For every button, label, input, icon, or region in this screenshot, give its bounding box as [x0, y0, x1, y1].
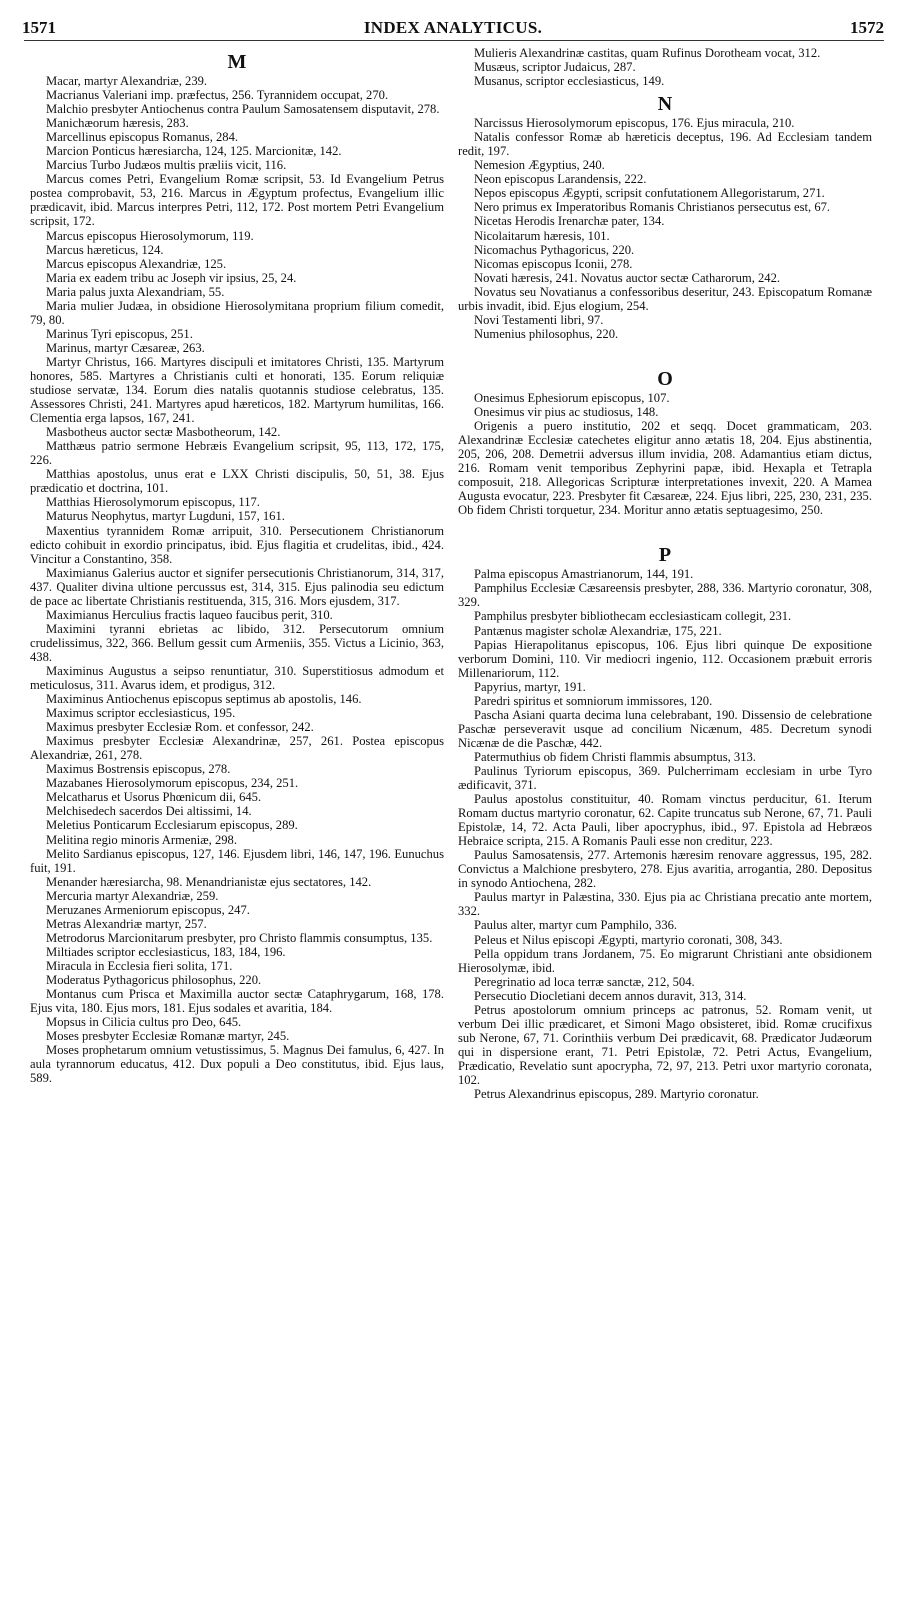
- index-entry: Maximus Bostrensis episcopus, 278.: [46, 762, 231, 777]
- section-gap: [458, 341, 872, 363]
- index-entry: Novi Testamenti libri, 97.: [474, 312, 604, 327]
- index-entry: Maximinus Augustus a seipso renuntiatur, 310. Superstitiosus admodum et meticulosus, 311. Avarus idem, et prodigus, 312.: [30, 663, 444, 693]
- index-entry: Meletius Ponticarum Ecclesiarum episcopus, 289.: [46, 818, 298, 833]
- index-entry: Matthæus patrio sermone Hebræis Evangelium scripsit, 95, 113, 172, 175, 226.: [30, 439, 444, 468]
- index-entry: Masbotheus auctor sectæ Masbotheorum, 142.: [46, 425, 281, 440]
- index-entry: Matthias Hierosolymorum episcopus, 117.: [46, 495, 260, 510]
- index-entry: Malchio presbyter Antiochenus contra Paulum Samosatensem disputavit, 278.: [46, 102, 440, 117]
- index-entry: Nicolaitarum hæresis, 101.: [474, 228, 610, 243]
- left-column: [30, 46, 444, 1085]
- index-entries-m: [30, 74, 444, 1085]
- index-entry: Marcus episcopus Alexandriæ, 125.: [46, 256, 227, 271]
- index-entry: Nicomas episcopus Iconii, 278.: [474, 256, 633, 271]
- index-entry: Novati hæresis, 241. Novatus auctor sectæ Catharorum, 242.: [474, 270, 781, 285]
- index-entry: Metras Alexandriæ martyr, 257.: [46, 916, 207, 931]
- index-entry: Maturus Neophytus, martyr Lugduni, 157, 161.: [46, 509, 285, 524]
- page-number-left: 1571: [22, 18, 56, 37]
- index-entry: Pantænus magister scholæ Alexandriæ, 175, 221.: [474, 623, 722, 638]
- index-entry: Moses presbyter Ecclesiæ Romanæ martyr, 245.: [46, 1029, 290, 1044]
- right-column: [458, 46, 872, 1101]
- index-entry: Pamphilus presbyter bibliothecam ecclesiasticam collegit, 231.: [474, 609, 792, 624]
- index-entry: Moses prophetarum omnium vetustissimus, 5. Magnus Dei famulus, 6, 427. In aula tyrannorum educatus, 412. Dux populi a Deo constitutus, ibid. Ejus laus, 589.: [30, 1043, 444, 1086]
- index-entry: Nero primus ex Imperatoribus Romanis Christianos persecutus est, 67.: [474, 200, 831, 215]
- index-entry: Petrus apostolorum omnium princeps ac patronus, 52. Romam venit, ut verbum Dei illic prædicaret, et Simoni Mago obsisteret, ibid. Romæ crucifixus sub Nerone, 67, 71. Corinthiis verbum Dei prædicavit, 68. Prædicator Judæorum qui in dispersione erant, 71. Petri Epistolæ, 72. Petri Actus, Evangelium, Prædicatio, Revelatio sunt apocrypha, 72, 97, 213. Petri uxor martyrio coronata, 102.: [458, 1002, 872, 1087]
- index-entry: Melcatharus et Usorus Phœnicum dii, 645.: [46, 790, 262, 805]
- index-entries-o: [458, 391, 872, 517]
- index-entry: Meruzanes Armeniorum episcopus, 247.: [46, 902, 250, 917]
- index-entry: Peleus et Nilus episcopi Ægypti, martyrio coronati, 308, 343.: [474, 932, 783, 947]
- index-entry: Marcus hæreticus, 124.: [46, 242, 164, 257]
- index-entry: Miracula in Ecclesia fieri solita, 171.: [46, 958, 233, 973]
- index-entry: Marcus comes Petri, Evangelium Romæ scripsit, 53. Id Evangelium Petrus postea comprobavit, 53, 216. Marcus in Ægyptum profectus, Evangelium illic prædicavit, ibid. Marcus interpres Petri, 112, 172. Post mortem Petri Evangelium scripsit, 172.: [30, 172, 444, 229]
- index-entry: Origenis a puero institutio, 202 et seqq. Docet grammaticam, 203. Alexandrinæ Ecclesiæ catechetes eligitur anno ætatis 18, 204. Ejus abstinentia, 205, 206, 208. Demetrii adversus illum invidia, 208. Adamantius etiam dictus, 216. Romam venit temporibus Zephyrini papæ, ibid. Hexapla et Tetrapla composuit, 218. Allegoricas Scripturæ interpretationes invexit, 220. A Mamea Augusta evocatur, 223. Presbyter fit Cæsareæ, 224. Ejus libri, 225, 230, 231, 235. Ob fidem Christi torquetur, 234. Moritur anno ætatis septuagesimo, 250.: [458, 418, 872, 518]
- index-entry: Miltiades scriptor ecclesiasticus, 183, 184, 196.: [46, 944, 286, 959]
- index-entry: Maximus presbyter Ecclesiæ Rom. et confessor, 242.: [46, 720, 314, 735]
- index-entry: Mopsus in Cilicia cultus pro Deo, 645.: [46, 1015, 242, 1030]
- index-entry: Marcion Ponticus hæresiarcha, 124, 125. Marcionitæ, 142.: [46, 144, 342, 159]
- index-entry: Maximianus Herculius fractis laqueo faucibus perit, 310.: [46, 607, 333, 622]
- header-rule: [24, 40, 884, 41]
- index-entry: Palma episcopus Amastrianorum, 144, 191.: [474, 567, 694, 582]
- index-entries-m-continued: [458, 46, 872, 88]
- index-entries-n: [458, 116, 872, 341]
- index-entry: Mulieris Alexandrinæ castitas, quam Rufinus Dorotheam vocat, 312.: [474, 46, 821, 60]
- index-entry: Marinus, martyr Cæsareæ, 263.: [46, 340, 205, 355]
- index-entry: Martyr Christus, 166. Martyres discipuli et imitatores Christi, 135. Martyrum honores, 585. Martyres a Christianis culti et honorati, 135. Eorum reliquiæ studiose servatæ, 134. Eorum dies natalis quotannis studiose celebratus, 135. Assessores Christi, 241. Martyres apud hæreticos, 182. Martyrum humilitas, 166. Clementia erga lapsos, 167, 241.: [30, 354, 444, 426]
- index-entry: Onesimus vir pius ac studiosus, 148.: [474, 404, 659, 419]
- index-entry: Peregrinatio ad loca terræ sanctæ, 212, 504.: [474, 974, 695, 989]
- index-entry: Marcius Turbo Judæos multis præliis vicit, 116.: [46, 158, 287, 173]
- index-entry: Pascha Asiani quarta decima luna celebrabant, 190. Dissensio de celebratione Paschæ perseveravit usque ad concilium Nicænum, 485. Decretum synodi Nicænæ de die Paschæ, 442.: [458, 707, 872, 750]
- index-entry: Pamphilus Ecclesiæ Cæsareensis presbyter, 288, 336. Martyrio coronatur, 308, 329.: [458, 581, 872, 610]
- index-entry: Melito Sardianus episcopus, 127, 146. Ejusdem libri, 146, 147, 196. Eunuchus fuit, 191.: [30, 846, 444, 875]
- section-letter-o: O: [657, 367, 673, 390]
- index-entry: Paulus martyr in Palæstina, 330. Ejus pia ac Christiana precatio ante mortem, 332.: [458, 890, 872, 919]
- index-entry: Paulus alter, martyr cum Pamphilo, 336.: [474, 918, 678, 933]
- index-entry: Maria mulier Judæa, in obsidione Hierosolymitana proprium filium comedit, 79, 80.: [30, 298, 444, 327]
- page-header: [22, 16, 884, 42]
- index-entry: Maximini tyranni ebrietas ac libido, 312. Persecutorum omnium crudelissimus, 322, 366. Bellum gessit cum Armeniis, 355. Victus a Licinio, 363, 438.: [30, 621, 444, 664]
- index-entry: Maria palus juxta Alexandriam, 55.: [46, 284, 225, 299]
- index-entry: Maximus scriptor ecclesiasticus, 195.: [46, 706, 236, 721]
- index-entry: Paulinus Tyriorum episcopus, 369. Pulcherrimam ecclesiam in urbe Tyro ædificavit, 371.: [458, 763, 872, 793]
- index-entry: Novatus seu Novatianus a confessoribus deseritur, 243. Episcopatum Romanæ urbis invadit, ibid. Ejus elogium, 254.: [458, 284, 872, 313]
- index-entry: Nemesion Ægyptius, 240.: [474, 158, 605, 173]
- index-entry: Pella oppidum trans Jordanem, 75. Eo migrarunt Christiani ante obsidionem Hierosolymæ, ibid.: [458, 946, 872, 975]
- index-entry: Mercuria martyr Alexandriæ, 259.: [46, 888, 219, 903]
- index-entry: Marinus Tyri episcopus, 251.: [46, 326, 193, 341]
- section-gap: [458, 517, 872, 539]
- index-entries-p: [458, 567, 872, 1101]
- index-entry: Maximinus Antiochenus episcopus septimus ab apostolis, 146.: [46, 692, 362, 707]
- index-entry: Macrianus Valeriani imp. præfectus, 256. Tyrannidem occupat, 270.: [46, 88, 389, 103]
- index-entry: Moderatus Pythagoricus philosophus, 220.: [46, 973, 262, 987]
- index-entry: Onesimus Ephesiorum episcopus, 107.: [474, 390, 670, 405]
- index-entry: Montanus cum Prisca et Maximilla auctor sectæ Cataphrygarum, 168, 178. Ejus vita, 180. Ejus mors, 181. Ejus sodales et avaritia, 184.: [30, 987, 444, 1016]
- section-letter-m: M: [227, 51, 247, 73]
- index-entry: Manichæorum hæresis, 283.: [46, 116, 189, 131]
- index-entry: Mazabanes Hierosolymorum episcopus, 234, 251.: [46, 776, 299, 791]
- index-entry: Menander hæresiarcha, 98. Menandrianistæ ejus sectatores, 142.: [46, 874, 372, 889]
- index-entry: Maximus presbyter Ecclesiæ Alexandrinæ, 257, 261. Postea episcopus Alexandriæ, 261, 278.: [30, 734, 444, 763]
- index-entry: Patermuthius ob fidem Christi flammis absumptus, 313.: [474, 749, 756, 764]
- index-entry: Marcus episcopus Hierosolymorum, 119.: [46, 228, 254, 243]
- index-entry: Paulus Samosatensis, 277. Artemonis hæresim renovare aggressus, 195, 282. Convictus a Malchione presbytero, 278. Ejus avaritia, arrogantia, 280. Depositus in synodo Antiochena, 282.: [458, 848, 872, 891]
- section-letter-n: N: [657, 93, 673, 116]
- page-title: INDEX ANALYTICUS.: [363, 18, 543, 37]
- index-entry: Musanus, scriptor ecclesiasticus, 149.: [474, 74, 665, 89]
- index-entry: Maximianus Galerius auctor et signifer persecutionis Christianorum, 314, 317, 437. Qualiter divina ultione percussus est, 314, 315. Ejus palinodia seu edictum de pace ac libertate Christianis restituenda, 315, 316. Mors ejusdem, 317.: [30, 565, 444, 608]
- index-entry: Matthias apostolus, unus erat e LXX Christi discipulis, 50, 51, 38. Ejus prædicatio et doctrina, 101.: [30, 467, 444, 496]
- index-entry: Melchisedech sacerdos Dei altissimi, 14.: [46, 804, 252, 819]
- index-entry: Maxentius tyrannidem Romæ arripuit, 310. Persecutionem Christianorum edicto cohibuit in exordio principatus, ibid. Ejus flagitia et crudelitas, ibid., 424. Vincitur a Constantino, 358.: [30, 523, 444, 566]
- index-entry: Paredri spiritus et somniorum immissores, 120.: [474, 693, 713, 708]
- index-entry: Numenius philosophus, 220.: [474, 326, 619, 341]
- index-entry: Petrus Alexandrinus episcopus, 289. Martyrio coronatur.: [474, 1087, 759, 1102]
- index-entry: Nicetas Herodis Irenarchæ pater, 134.: [474, 214, 665, 229]
- index-entry: Persecutio Diocletiani decem annos duravit, 313, 314.: [474, 988, 747, 1003]
- index-entry: Maria ex eadem tribu ac Joseph vir ipsius, 25, 24.: [46, 270, 297, 285]
- index-entry: Metrodorus Marcionitarum presbyter, pro Christo flammis consumptus, 135.: [46, 930, 433, 945]
- index-entry: Natalis confessor Romæ ab hæreticis deceptus, 196. Ad Ecclesiam tandem redit, 197.: [458, 130, 872, 159]
- index-entry: Narcissus Hierosolymorum episcopus, 176. Ejus miracula, 210.: [474, 116, 795, 131]
- index-entry: Papias Hierapolitanus episcopus, 106. Ejus libri quinque De expositione verborum Domini, 110. Vir mediocri ingenio, 112. Occasionem præbuit erroris Millenariorum, 112.: [458, 637, 872, 680]
- index-entry: Marcellinus episcopus Romanus, 284.: [46, 130, 239, 145]
- index-entry: Neon episcopus Larandensis, 222.: [474, 172, 647, 187]
- index-entry: Papyrius, martyr, 191.: [474, 679, 586, 694]
- index-entry: Musæus, scriptor Judaicus, 287.: [474, 60, 636, 75]
- index-entry: Nepos episcopus Ægypti, scripsit confutationem Allegoristarum, 271.: [474, 186, 825, 201]
- index-entry: Nicomachus Pythagoricus, 220.: [474, 242, 635, 257]
- section-letter-p: P: [658, 544, 672, 567]
- index-entry: Macar, martyr Alexandriæ, 239.: [46, 74, 208, 88]
- page-number-right: 1572: [850, 18, 884, 37]
- index-entry: Paulus apostolus constituitur, 40. Romam vinctus perducitur, 61. Iterum Romam ductus martyrio coronatur, 62. Capite truncatus sub Nerone, 67, 71. Pauli Epistolæ, 14, 72. Acta Pauli, liber apocryphus, ibid., 97. Epistola ad Hebræos Hebraice scripta, 215. A Romanis Pauli esse non creditur, 223.: [458, 792, 872, 849]
- index-entry: Melitina regio minoris Armeniæ, 298.: [46, 832, 237, 847]
